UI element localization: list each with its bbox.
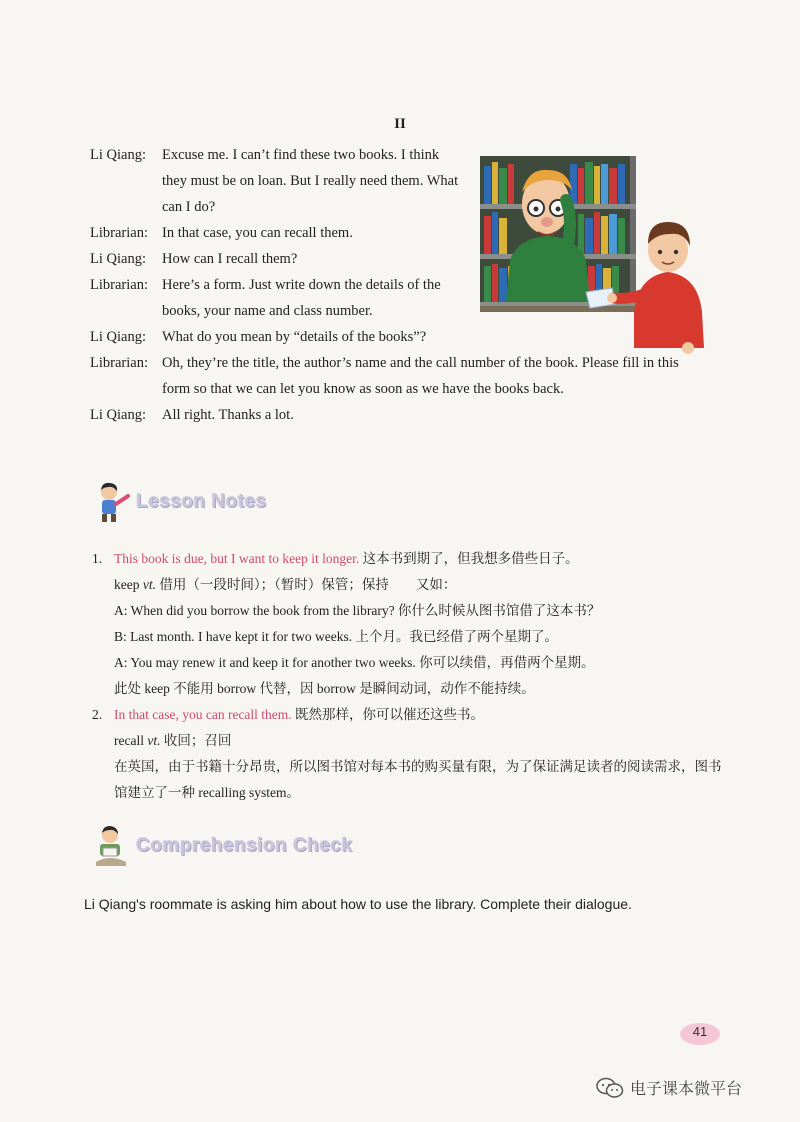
vocab-definition: 收回；召回 <box>163 733 232 748</box>
utterance: How can I recall them? <box>162 251 298 267</box>
watermark-text: 电子课本微平台 <box>630 1079 743 1098</box>
utterance: Excuse me. I can’t find these two books. I think they must be on loan. But I really need them. What can I do? <box>162 147 459 215</box>
vocab-word: recall <box>114 733 144 748</box>
note-translation: 既然那样，你可以催还这些书。 <box>295 707 485 722</box>
page-number: 41 <box>692 1024 708 1039</box>
comprehension-instruction: Li Qiang's roommate is asking him about how to use the library. Complete their dialogue. <box>84 896 632 912</box>
lesson-notes-title: Lesson Notes <box>136 491 267 512</box>
wechat-icon <box>596 1077 624 1099</box>
speaker: Li Qiang: <box>90 147 146 163</box>
note-example-sentence: This book is due, but I want to keep it longer. <box>114 551 360 566</box>
utterance: Here’s a form. Just write down the details of the books, your name and class number. <box>162 277 441 319</box>
speaker: Li Qiang: <box>90 407 146 423</box>
lesson-notes-body <box>92 546 732 806</box>
note-item <box>92 702 732 806</box>
usage-note: 此处 keep 不能用 borrow 代替，因 borrow 是瞬间动词，动作不能持续。 <box>114 681 535 696</box>
note-number: 1. <box>92 551 103 566</box>
usage-note: 在英国，由于书籍十分昂贵，所以图书馆对每本书的购买量有限，为了保证满足读者的阅读需求，图书馆建立了一种 recalling system。 <box>114 759 722 800</box>
utterance: All right. Thanks a lot. <box>162 407 294 423</box>
utterance: In that case, you can recall them. <box>162 225 353 241</box>
part-of-speech: vt. <box>142 577 156 592</box>
comprehension-check-heading <box>92 824 352 868</box>
reading-boy-icon <box>92 824 132 868</box>
watermark <box>596 1076 742 1099</box>
section-number: II <box>394 116 406 132</box>
utterance: What do you mean by “details of the books”? <box>162 329 427 345</box>
note-translation: 这本书到期了，但我想多借些日子。 <box>362 551 579 566</box>
vocab-definition: 借用（一段时间）；（暂时）保管；保持 又如： <box>159 577 457 592</box>
part-of-speech: vt. <box>147 733 161 748</box>
speaker: Librarian: <box>90 225 148 241</box>
speaker: Li Qiang: <box>90 251 146 267</box>
speaker: Li Qiang: <box>90 329 146 345</box>
speaker: Librarian: <box>90 355 148 371</box>
example-line: A: When did you borrow the book from the library? 你什么时候从图书馆借了这本书？ <box>114 603 601 618</box>
note-number: 2. <box>92 707 103 722</box>
note-example-sentence: In that case, you can recall them. <box>114 707 292 722</box>
utterance: Oh, they’re the title, the author’s name and the call number of the book. Please fill in this form so that we can let you know as soon as we have the books back. <box>162 355 679 397</box>
library-illustration <box>478 152 716 362</box>
boy-mascot-icon <box>92 480 132 524</box>
example-line: B: Last month. I have kept it for two weeks. 上个月。我已经借了两个星期了。 <box>114 629 558 644</box>
note-item <box>92 546 732 702</box>
example-line: A: You may renew it and keep it for another two weeks. 你可以续借，再借两个星期。 <box>114 655 595 670</box>
vocab-word: keep <box>114 577 140 592</box>
speaker: Librarian: <box>90 277 148 293</box>
dialogue-line <box>90 402 710 428</box>
lesson-notes-heading <box>92 480 267 524</box>
comprehension-check-title: Comprehension Check <box>136 835 353 856</box>
